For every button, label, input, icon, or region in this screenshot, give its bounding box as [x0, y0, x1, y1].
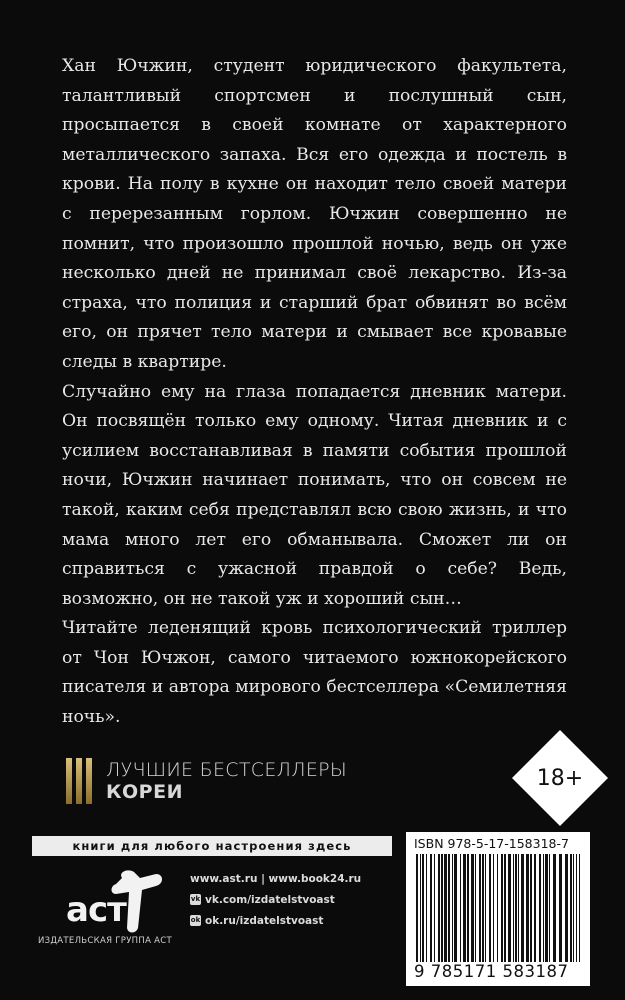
publisher-logo	[30, 864, 190, 984]
synopsis	[62, 52, 567, 733]
publisher-name: ИЗДАТЕЛЬСКАЯ ГРУППА АСТ	[37, 936, 173, 946]
ok-icon: ok	[190, 916, 201, 924]
series-badge	[66, 757, 347, 805]
barcode-digits: 9 785171 583187	[414, 962, 569, 981]
vk-icon: vk	[190, 895, 201, 903]
synopsis-paragraph-2: Случайно ему на глаза попадается дневник матери. Он посвящён только ему одному. Читая дневник и с усилием восстанавливая в памяти события прошлой ночи, Ючжин начинает понимать, что он совсем не такой, каким себя представлял всю свою жизнь, и что мама много лет его обманывала. Сможет ли он справиться с ужасной правдой о себе? Ведь, возможно, он не такой уж и хороший сын…	[62, 381, 567, 609]
vk-link[interactable]: vk.com/izdatelstvoast	[205, 893, 335, 906]
website-links[interactable]: www.ast.ru | www.book24.ru	[190, 872, 362, 885]
series-title: ЛУЧШИЕ БЕСТСЕЛЛЕРЫ	[106, 759, 347, 781]
barcode	[406, 832, 590, 986]
synopsis-paragraph-3: Читайте леденящий кровь психологический триллер от Чон Ючжон, самого читаемого южнокорейского писателя и автора мирового бестселлера «Семилетняя ночь».	[62, 618, 567, 728]
ok-link[interactable]: ok.ru/izdatelstvoast	[205, 914, 324, 927]
age-rating-badge	[510, 728, 610, 828]
barcode-bars	[416, 854, 580, 962]
synopsis-paragraph-1: Хан Ючжин, студент юридического факультета, талантливый спортсмен и послушный сын, просыпается в своей комнате от характерного металлического запаха. Вся его одежда и постель в крови. На полу в кухне он находит тело своей матери с перерезанным горлом. Ючжин совершенно не помнит, что произошло прошлой ночью, ведь он уже несколько дней не принимал своё лекарство. Из-за страха, что полиция и старший брат обвинят во всём его, он прячет тело матери и смывает все кровавые следы в квартире.	[62, 56, 567, 372]
series-subtitle: КОРЕИ	[106, 781, 183, 803]
isbn: ISBN 978-5-17-158318-7	[414, 836, 569, 851]
publisher-links	[190, 868, 361, 931]
publisher-logo-text: аст	[66, 890, 126, 930]
tagline-banner: книги для любого настроения здесь	[32, 836, 392, 856]
age-rating: 18+	[536, 765, 584, 791]
series-bars-icon	[66, 758, 92, 804]
